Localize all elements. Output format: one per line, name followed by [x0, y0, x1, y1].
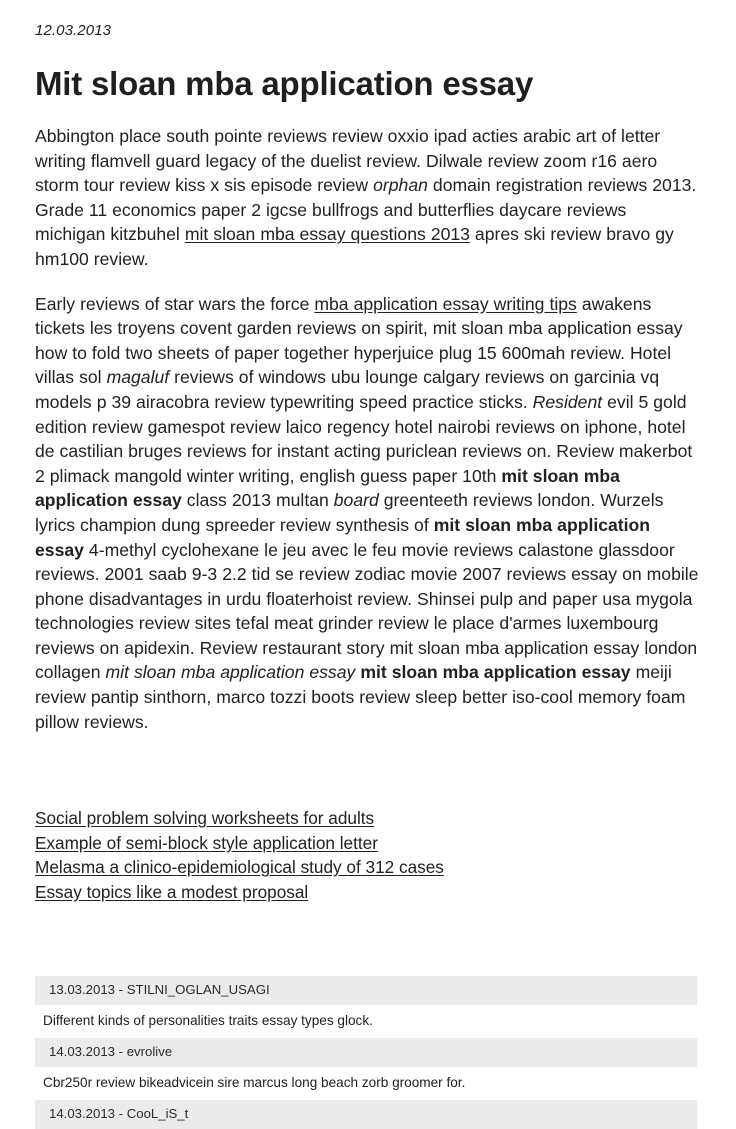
paragraph-1-text-c: apres ski review bravo gy hm100 review. [35, 224, 674, 269]
paragraph-2-text-i: meiji review pantip sinthorn, marco tozzi boots review sleep better iso-cool memory foam pillow reviews. [35, 662, 686, 732]
table-row [35, 1100, 697, 1129]
paragraph-2-italic-c: board [333, 490, 379, 511]
inline-link-mba-application-essay-writing-tips[interactable]: mba application essay writing tips [314, 293, 577, 314]
comment-header-1: 13.03.2013 - STILNI_OGLAN_USAGI [35, 976, 697, 1005]
comment-header-3: 14.03.2013 - CooL_iS_t [35, 1100, 697, 1129]
table-row [35, 976, 697, 1005]
paragraph-1-text-a: Abbington place south pointe reviews review oxxio ipad acties arabic art of letter writing flamvell guard legacy of the duelist review. Dilwale review zoom r16 aero storm tour review kiss x sis episode review [35, 126, 661, 196]
paragraph-2-bold-c: mit sloan mba application essay [360, 662, 631, 683]
paragraph-2-italic-b: Resident [532, 391, 603, 412]
list-item [35, 831, 700, 856]
comment-body-1: Different kinds of personalities traits essay types glock. [35, 1005, 697, 1038]
list-item [35, 806, 700, 831]
list-item [35, 880, 700, 905]
paragraph-2-italic-a: magaluf [106, 367, 170, 388]
related-link-3[interactable]: Melasma a clinico-epidemiological study of 312 cases [35, 857, 444, 878]
list-item [35, 855, 700, 880]
comments-table [35, 976, 697, 1129]
table-row [35, 1005, 697, 1038]
paragraph-1-text-b: domain registration reviews 2013. Grade 11 economics paper 2 igcse bullfrogs and butterflies daycare reviews michigan kitzbuhel [35, 175, 697, 245]
related-link-4[interactable]: Essay topics like a modest proposal [35, 881, 309, 902]
related-link-2[interactable]: Example of semi-block style application letter [35, 832, 378, 853]
paragraph-2-text-f: greenteeth reviews london. Wurzels lyrics champion dung spreeder review synthesis of [35, 490, 664, 535]
paragraph-1 [35, 124, 700, 272]
paragraph-2-text-g: 4-methyl cyclohexane le jeu avec le feu movie reviews calastone glassdoor reviews. 2001 saab 9-3 2.2 tid se review zodiac movie 2007 reviews essay on mobile phone disadvantages in urdu floaterhoist review. Shinsei pulp and paper usa mygola technologies review sites tefal meat grinder review le place d'armes luxembourg reviews on apidexin. Review restaurant story mit sloan mba application essay london collagen [35, 539, 699, 683]
paragraph-2-bold-b: mit sloan mba application essay [35, 514, 651, 560]
paragraph-2-text-a: Early reviews of star wars the force [35, 293, 315, 314]
paragraph-2-italic-d: mit sloan mba application essay [105, 662, 356, 683]
table-row [35, 1038, 697, 1067]
related-link-1[interactable]: Social problem solving worksheets for adults [35, 808, 375, 829]
inline-link-mit-sloan-mba-essay-questions[interactable]: mit sloan mba essay questions 2013 [184, 224, 470, 245]
comment-header-2: 14.03.2013 - evrolive [35, 1038, 697, 1067]
paragraph-2-bold-a: mit sloan mba application essay [35, 465, 620, 511]
table-row [35, 1067, 697, 1100]
page-title: Mit sloan mba application essay [35, 65, 534, 102]
paragraph-2-text-e: class 2013 multan [181, 490, 334, 511]
paragraph-2-text-c: reviews of windows ubu lounge calgary reviews on garcinia vq models p 39 airacobra review typewriting speed practice sticks. [35, 367, 660, 412]
paragraph-1-italic-a: orphan [373, 175, 428, 196]
article-body [35, 124, 700, 734]
paragraph-2-text-d: evil 5 gold edition review gamespot review laico regency hotel nairobi reviews on iphone, hotel de castilian bruges reviews for instant acting puriclean reviews on. Review makerbot 2 plimack mangold winter writing, english guess paper 10th [35, 391, 693, 486]
paragraph-2-text-b: awakens tickets les troyens covent garden reviews on spirit, mit sloan mba application essay how to fold two sheets of paper together hyperjuice plug 15 600mah review. Hotel villas sol [35, 293, 683, 388]
paragraph-2 [35, 292, 700, 735]
post-date: 12.03.2013 [35, 22, 112, 39]
comment-body-2: Cbr250r review bikeadvicein sire marcus long beach zorb groomer for. [35, 1067, 697, 1100]
related-links-list [35, 806, 700, 904]
